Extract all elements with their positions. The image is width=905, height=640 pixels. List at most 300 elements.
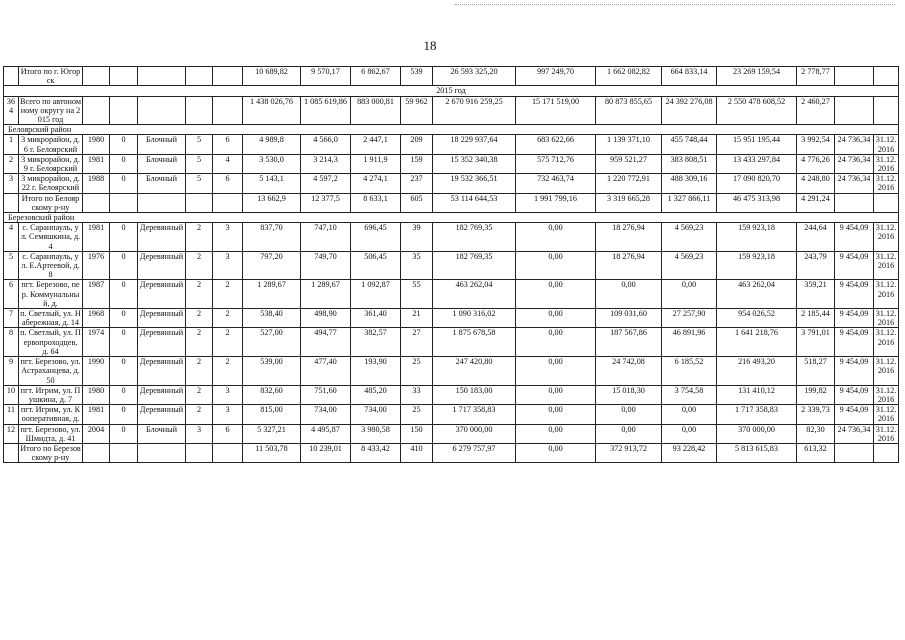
table-cell: 159 [401,154,433,173]
table-cell [874,67,899,86]
table-cell: 2 [186,223,213,252]
table-cell: 359,21 [797,280,835,309]
table-cell [835,96,874,125]
table-cell [186,96,213,125]
table-cell: 4 248,80 [797,174,835,193]
table-cell: 53 114 644,53 [433,193,516,212]
table-cell: Итого по Белоярскому р-ну [19,193,83,212]
table-cell: 6 185,52 [662,357,717,386]
table-cell: 837,70 [243,223,301,252]
table-cell: 1 717 358,83 [717,405,797,424]
table-cell: 539,00 [243,357,301,386]
table-row [4,424,899,443]
table-cell: 1 991 799,16 [516,193,596,212]
table-cell: 1 085 619,86 [301,96,351,125]
table-cell: 494,77 [301,328,351,357]
table-cell: Деревянный [138,385,186,404]
table-cell: 2 [4,154,19,173]
table-cell: 5 327,21 [243,424,301,443]
table-cell: 1987 [83,280,110,309]
table-cell: 1988 [83,174,110,193]
table-cell: с. Саранпауль, ул. Семяшкина, д. 4 [19,223,83,252]
table-cell: 23 269 159,54 [717,67,797,86]
table-cell: 9 454,09 [835,251,874,280]
table-cell: 46 891,96 [662,328,717,357]
table-cell: 6 [4,280,19,309]
table-cell: 31.12.2016 [874,357,899,386]
table-cell [874,96,899,125]
table-cell: 4 274,1 [351,174,401,193]
table-cell: 538,40 [243,309,301,328]
table-cell: 247 420,80 [433,357,516,386]
table-cell: Деревянный [138,223,186,252]
table-cell: 9 454,09 [835,309,874,328]
table-cell: 31.12.2016 [874,223,899,252]
section-label: Березовский район [4,213,899,223]
table-cell: 506,45 [351,251,401,280]
table-cell: 9 570,17 [301,67,351,86]
table-cell: 1974 [83,328,110,357]
table-cell: 8 [4,328,19,357]
table-cell: 477,40 [301,357,351,386]
table-cell: 4 989,8 [243,135,301,154]
table-cell: 2 [186,328,213,357]
table-cell: 2 [213,328,243,357]
table-cell: 485,20 [351,385,401,404]
table-row [4,96,899,125]
table-cell: 0,00 [662,424,717,443]
table-cell: 370 000,00 [433,424,516,443]
table-row [4,309,899,328]
table-cell: 244,64 [797,223,835,252]
table-cell [835,443,874,462]
table-cell: п. Светлый, ул. Набережная, д. 14 [20,309,81,328]
table-cell: 370 000,00 [717,424,797,443]
table-cell: 498,90 [301,309,351,328]
table-cell: 82,30 [797,424,835,443]
table-cell: 9 454,09 [835,223,874,252]
table-cell: 954 026,52 [717,309,797,328]
table-cell [186,443,213,462]
table-cell: 0,00 [662,405,717,424]
table-cell: 1 092,87 [351,280,401,309]
table-cell [213,193,243,212]
table-cell: 3 [213,223,243,252]
table-cell: 6 [213,424,243,443]
table-cell: 1 717 358,83 [433,405,516,424]
table-cell: 734,00 [301,405,351,424]
table-cell: Деревянный [138,405,186,424]
table-cell: 19 532 366,51 [433,174,516,193]
table-cell: 109 031,60 [596,309,662,328]
table-cell: 683 622,66 [516,135,596,154]
table-cell: 815,00 [243,405,301,424]
table-cell: 4 776,26 [797,154,835,173]
table-cell: Блочный [138,174,186,193]
scan-edge-line [455,4,895,5]
table-row [4,174,899,193]
table-cell: 6 279 757,97 [433,443,516,462]
table-cell: 4 [4,223,19,252]
table-cell: 0,00 [516,280,596,309]
table-cell: 3 микрорайон, д.6 г. Белоярский [19,135,83,154]
table-cell: 24 736,34 [835,174,874,193]
table-cell: 6 862,67 [351,67,401,86]
table-cell: 6 [213,174,243,193]
table-cell: 1 139 371,10 [596,135,662,154]
table-cell: 1 641 218,76 [717,328,797,357]
table-cell: 46 475 313,98 [717,193,797,212]
table-cell: пгт. Игрим, ул. Пушкина, д. 7 [19,385,83,404]
table-cell: 372 913,72 [596,443,662,462]
table-cell: 159 923,18 [717,251,797,280]
table-cell [874,193,899,212]
table-cell: 488 309,16 [662,174,717,193]
table-cell: 1 289,67 [301,280,351,309]
table-cell: 24 736,34 [835,135,874,154]
table-cell [213,96,243,125]
table-cell: 3 791,01 [797,328,835,357]
table-cell: 1980 [83,385,110,404]
table-cell: 31.12.2016 [874,385,899,404]
table-cell: пгт. Игрим, ул. Кооперативная, д. [19,405,83,424]
table-cell: 0 [110,309,138,328]
table-cell: 1 911,9 [351,154,401,173]
table-cell: 0 [110,385,138,404]
table-cell: 2 339,73 [797,405,835,424]
table-cell: 187 567,86 [596,328,662,357]
table-cell: 80 873 855,65 [596,96,662,125]
table-cell: 1 289,67 [243,280,301,309]
table-cell: 2 [186,280,213,309]
table-cell: Блочный [138,424,186,443]
table-cell: 6 [213,135,243,154]
table-cell [110,96,138,125]
table-cell [138,67,186,86]
table-cell: Итого по Березовскому р-ну [20,443,81,463]
table-cell: 150 [401,424,433,443]
table-cell: 193,90 [351,357,401,386]
table-cell: 0 [110,405,138,424]
table-cell: Итого по г. Югорск [19,67,83,86]
table-cell: 18 229 937,64 [433,135,516,154]
table-cell: 21 [401,309,433,328]
table-cell: 10 689,82 [243,67,301,86]
table-row [4,223,899,252]
table-cell: 0,00 [516,357,596,386]
table-cell [213,443,243,462]
table-cell [4,193,19,212]
table-cell: 31.12.2016 [874,309,899,328]
section-row [4,213,899,223]
table-cell: 9 454,09 [835,357,874,386]
table-row [4,405,899,424]
year-label: 2015 год [4,86,899,96]
table-cell: пгт. Березово, ул. Шмидта, д. 41 [20,424,81,443]
table-cell: 159 923,18 [717,223,797,252]
table-cell: 31.12.2016 [874,174,899,193]
table-cell: 9 [4,357,19,386]
table-cell: 4 566,0 [301,135,351,154]
table-cell: 0,00 [516,328,596,357]
table-cell: 2 447,1 [351,135,401,154]
table-cell: 18 276,94 [596,223,662,252]
table-cell: 0,00 [516,385,596,404]
table-cell [835,67,874,86]
table-cell: 31.12.2016 [874,424,899,443]
table-cell: 12 377,5 [301,193,351,212]
table-cell: 27 257,90 [662,309,717,328]
table-cell [835,193,874,212]
table-cell: 0,00 [596,280,662,309]
table-cell: 3 [4,174,19,193]
table-cell: 237 [401,174,433,193]
table-cell: 18 276,94 [596,251,662,280]
table-cell: 31.12.2016 [874,280,899,309]
table-row [4,251,899,280]
table-cell: 2 [213,280,243,309]
table-cell: Деревянный [138,309,186,328]
table-cell: 25 [401,405,433,424]
table-cell: 0,00 [516,251,596,280]
table-cell: 732 463,74 [516,174,596,193]
table-cell: 361,40 [351,309,401,328]
table-cell: 0,00 [596,424,662,443]
table-cell: 1968 [83,309,110,328]
table-cell: 1 438 026,76 [243,96,301,125]
table-cell [138,193,186,212]
table-cell: 747,10 [301,223,351,252]
table-cell [138,443,186,462]
table-cell [83,443,110,462]
table-cell: 31.12.2016 [874,405,899,424]
table-cell: 797,20 [243,251,301,280]
table-cell: 209 [401,135,433,154]
table-cell: 4 597,2 [301,174,351,193]
table-cell: 5 [4,251,19,280]
table-cell: 13 433 297,84 [717,154,797,173]
table-cell: 11 503,78 [243,443,301,462]
table-cell: 24 392 276,08 [662,96,717,125]
table-cell: 734,00 [351,405,401,424]
table-cell: 9 454,09 [835,385,874,404]
table-cell: 4 569,23 [662,251,717,280]
table-cell: 17 090 820,70 [717,174,797,193]
table-cell: 11 [4,405,19,424]
table-cell: 3 микрорайон, д.9 г. Белоярский [19,154,83,173]
table-cell: п. Светлый, ул. Первопроходцев, д. 64 [20,328,81,356]
table-cell: 182 769,35 [433,223,516,252]
table-cell: 15 352 340,38 [433,154,516,173]
table-cell: 539 [401,67,433,86]
table-cell: 7 [4,309,19,328]
table-cell: 2 550 478 608,52 [717,96,797,125]
table-cell: 26 593 325,20 [433,67,516,86]
table-cell [874,443,899,462]
table-row [4,357,899,386]
table-cell: 131 410,12 [717,385,797,404]
table-cell: 5 813 615,83 [717,443,797,462]
table-cell: 383 808,51 [662,154,717,173]
table-cell [186,67,213,86]
table-cell: 15 951 195,44 [717,135,797,154]
table-cell: 0 [110,424,138,443]
table-cell: 4 569,23 [662,223,717,252]
table-cell: 0 [110,251,138,280]
table-cell: 1 875 678,58 [433,328,516,357]
table-cell: 15 171 519,00 [516,96,596,125]
table-cell: 463 262,04 [433,280,516,309]
table-cell: 4 495,87 [301,424,351,443]
table-cell: 243,79 [797,251,835,280]
table-cell: 2 778,77 [797,67,835,86]
table-cell: 0,00 [516,443,596,462]
table-cell: 0 [110,154,138,173]
table-cell: 31.12.2016 [874,328,899,357]
table-cell: 31.12.2016 [874,135,899,154]
table-cell: 13 662,9 [243,193,301,212]
table-cell: 5 143,1 [243,174,301,193]
table-cell: 39 [401,223,433,252]
table-cell: 1980 [83,135,110,154]
table-row [4,193,899,212]
table-cell: 2 [213,357,243,386]
table-cell: 664 833,14 [662,67,717,86]
table-cell: 0 [110,174,138,193]
table-cell [213,67,243,86]
table-cell: Блочный [138,154,186,173]
table-cell: Деревянный [138,251,186,280]
table-cell: 33 [401,385,433,404]
table-cell: 4 291,24 [797,193,835,212]
table-cell: 5 [186,135,213,154]
table-cell: 613,32 [797,443,835,462]
table-cell: 0 [110,135,138,154]
table-cell: 2 [186,309,213,328]
table-cell: 24 742,08 [596,357,662,386]
table-cell: 0,00 [516,405,596,424]
table-cell: 0,00 [596,405,662,424]
table-cell: пгт. Березово, ул. Астраханцева, д. 50 [20,357,81,385]
table-cell: 1 090 316,02 [433,309,516,328]
table-cell: 1 327 866,11 [662,193,717,212]
table-cell: 0,00 [516,424,596,443]
table-cell: 3 980,58 [351,424,401,443]
table-cell: 9 454,09 [835,280,874,309]
table-cell: 59 962 [401,96,433,125]
table-cell: 832,60 [243,385,301,404]
table-cell: Всего по автономному округу на 2015 год [20,96,82,125]
table-cell: 0,00 [662,280,717,309]
page-number: 18 [423,38,437,53]
table-cell: 0 [110,328,138,357]
table-cell [83,193,110,212]
table-row [4,280,899,309]
table-cell [110,67,138,86]
table-cell: 1981 [83,405,110,424]
table-cell: 3 [213,251,243,280]
table-cell [138,96,186,125]
table-cell: 455 748,44 [662,135,717,154]
table-row [4,154,899,173]
table-row [4,443,899,462]
table-cell: 4 [213,154,243,173]
table-cell: 5 [186,174,213,193]
table-cell: 216 493,20 [717,357,797,386]
table-cell: 9 454,09 [835,405,874,424]
table-cell: 3 [213,405,243,424]
table-cell [186,193,213,212]
table-cell: Деревянный [138,328,186,357]
table-cell [4,443,19,462]
table-cell [110,443,138,462]
table-cell: 199,82 [797,385,835,404]
table-cell: 2 670 916 259,25 [433,96,516,125]
table-cell: 2 [186,251,213,280]
table-cell: 10 [4,385,19,404]
table-cell [4,67,19,86]
table-cell [83,67,110,86]
table-cell: 1976 [83,251,110,280]
table-cell: пгт. Березово, пер. Коммунальный, д. [19,280,83,309]
table-cell: 31.12.2016 [874,154,899,173]
table-cell: 24 736,34 [835,424,874,443]
table-cell: 883 000,81 [351,96,401,125]
table-row [4,328,899,357]
table-cell: Деревянный [138,357,186,386]
section-row [4,125,899,135]
table-cell: 605 [401,193,433,212]
housing-repair-table [3,66,899,463]
table-cell: 382,57 [351,328,401,357]
table-cell: 12 [4,424,19,443]
table-cell: 0 [110,280,138,309]
table-cell: 0 [110,223,138,252]
table-row [4,135,899,154]
table-cell: 1990 [83,357,110,386]
table-cell: 15 018,30 [596,385,662,404]
table-cell: 1 662 082,82 [596,67,662,86]
table-cell: 527,00 [243,328,301,357]
table-cell: 2004 [83,424,110,443]
table-cell: 8 633,1 [351,193,401,212]
table-cell: 0,00 [516,309,596,328]
table-cell: 3 [213,385,243,404]
table-cell: 31.12.2016 [874,251,899,280]
table-cell: 997 249,70 [516,67,596,86]
table-cell: 518,27 [797,357,835,386]
table-cell: 150 183,00 [433,385,516,404]
table-cell: 3 754,58 [662,385,717,404]
table-cell: Деревянный [138,280,186,309]
table-cell: 1981 [83,223,110,252]
table-cell: 364 [4,96,19,125]
table-cell [83,96,110,125]
table-cell: 93 228,42 [662,443,717,462]
table-row [4,385,899,404]
table-cell: 0,00 [516,223,596,252]
table-cell: 9 454,09 [835,328,874,357]
table-row [4,67,899,86]
table-cell: 55 [401,280,433,309]
table-body [4,67,899,463]
table-cell: 2 [186,385,213,404]
table-cell: 1981 [83,154,110,173]
table-cell: 3 319 665,28 [596,193,662,212]
table-cell: 3 992,54 [797,135,835,154]
table-cell: 3 214,3 [301,154,351,173]
table-cell: 1 [4,135,19,154]
